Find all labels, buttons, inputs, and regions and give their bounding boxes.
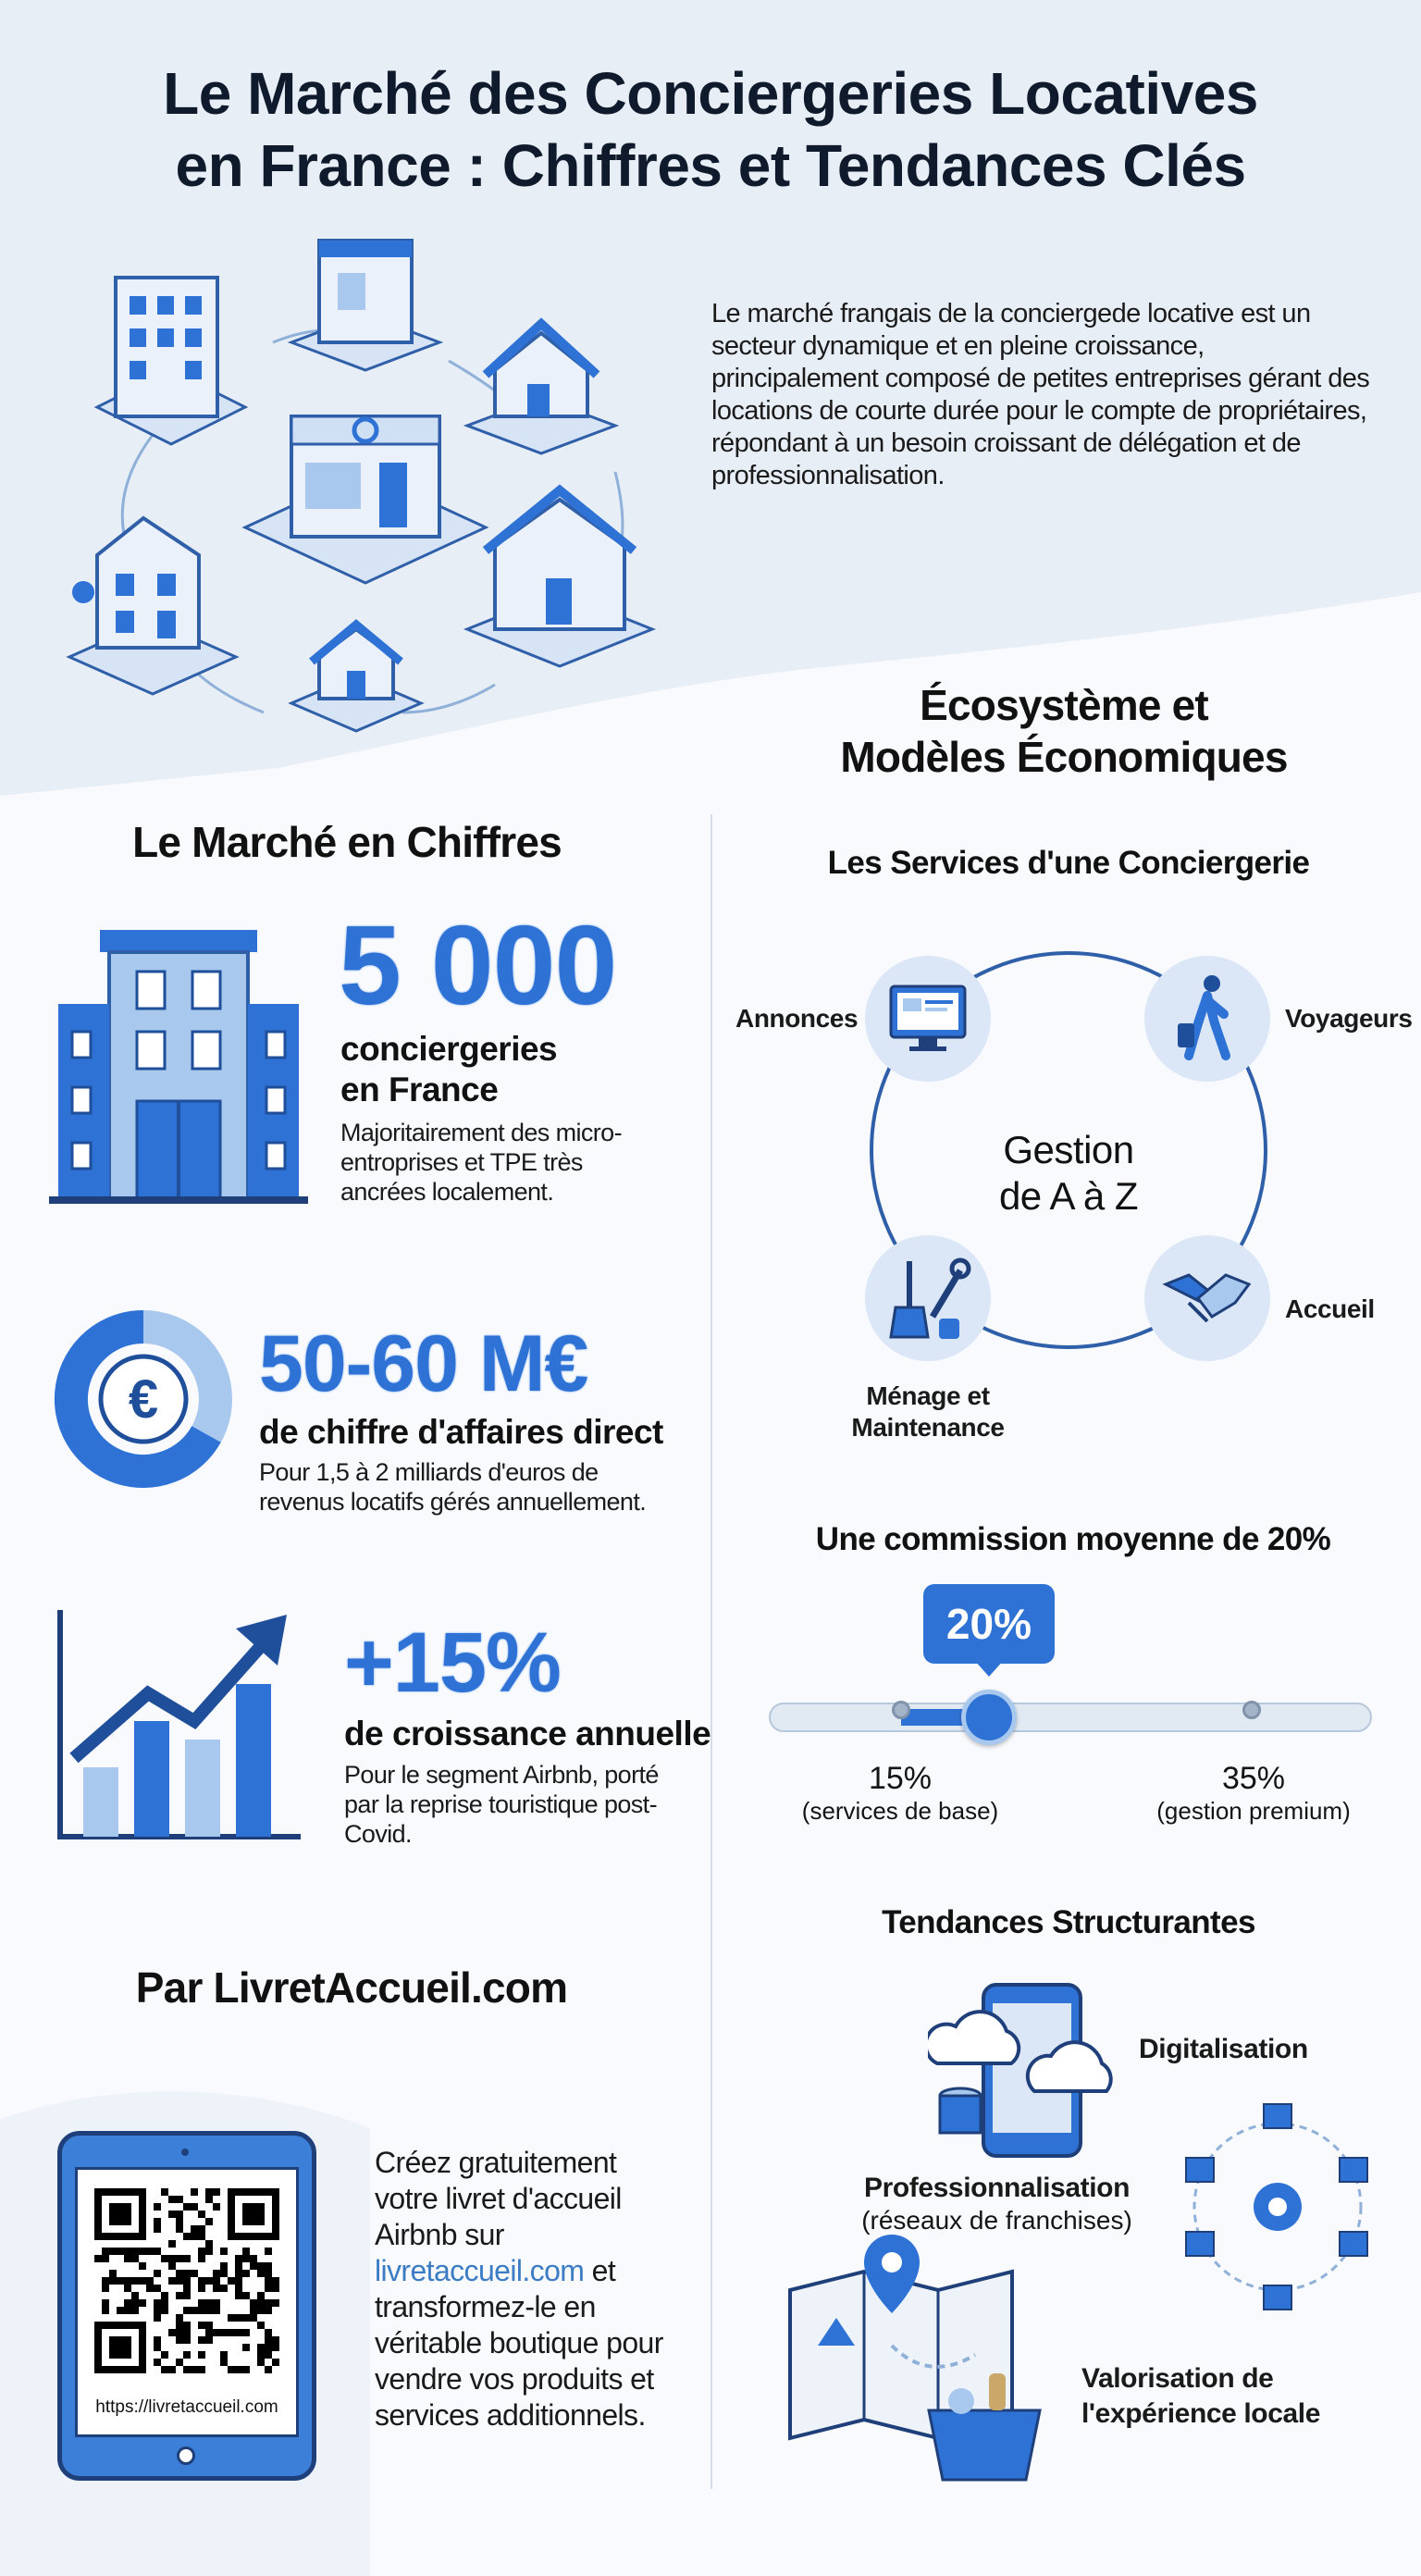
qr-module <box>220 2359 228 2366</box>
qr-module <box>257 2322 265 2329</box>
qr-module <box>242 2329 250 2336</box>
qr-module <box>205 2299 213 2307</box>
qr-module <box>250 2255 257 2262</box>
qr-module <box>198 2285 205 2292</box>
townhouse-iso-icon <box>69 518 236 694</box>
qr-module <box>198 2255 205 2262</box>
qr-module <box>205 2336 213 2344</box>
qr-module <box>250 2314 257 2322</box>
title-line-1: Le Marché des Conciergeries Locatives <box>163 60 1258 127</box>
stat-value-revenue: 50-60 M€ <box>259 1319 588 1408</box>
traveler-icon <box>1170 972 1244 1065</box>
qr-module <box>102 2285 109 2292</box>
qr-module <box>109 2270 117 2277</box>
qr-module <box>242 2248 250 2255</box>
qr-module <box>109 2336 131 2359</box>
ecosystem-heading-line: Écosystème et <box>920 681 1208 729</box>
cleaning-tools-icon <box>882 1252 974 1344</box>
small-house-iso-icon <box>291 625 421 731</box>
service-annonces <box>865 956 991 1082</box>
qr-module <box>176 2225 183 2233</box>
stat-value-conciergeries: 5 000 <box>339 902 617 1028</box>
slider-track <box>769 1703 1372 1732</box>
villa-iso-icon <box>467 490 652 666</box>
qr-module <box>213 2299 220 2307</box>
qr-module <box>131 2292 139 2299</box>
qr-module <box>154 2314 161 2322</box>
qr-module <box>257 2262 265 2270</box>
qr-module <box>242 2255 250 2262</box>
qr-module <box>242 2344 250 2351</box>
qr-module <box>154 2336 161 2344</box>
qr-module <box>109 2203 131 2225</box>
qr-module <box>265 2366 272 2373</box>
qr-module <box>146 2285 154 2292</box>
local-map-icon <box>781 2235 1069 2484</box>
qr-module <box>235 2285 242 2292</box>
max-value: 35% <box>1221 1761 1286 1796</box>
qr-module <box>102 2307 109 2314</box>
service-label-annonces: Annonces <box>735 1004 859 1033</box>
services-heading: Les Services d'une Conciergerie <box>827 845 1310 881</box>
qr-module <box>102 2299 109 2307</box>
promo-heading: Par LivretAccueil.com <box>135 1963 568 2012</box>
qr-module <box>161 2255 168 2262</box>
qr-module <box>235 2255 242 2262</box>
qr-module <box>154 2285 161 2292</box>
qr-module <box>235 2277 242 2285</box>
qr-module <box>102 2248 109 2255</box>
qr-module <box>176 2322 183 2329</box>
qr-module <box>191 2366 198 2373</box>
euro-donut-icon <box>49 1305 239 1494</box>
qr-module <box>139 2299 146 2307</box>
center-line: de A à Z <box>998 1174 1139 1218</box>
service-label-menage <box>789 1381 1067 1443</box>
qr-module <box>139 2248 146 2255</box>
qr-module <box>168 2366 176 2373</box>
trend-label-line: Professionnalisation <box>863 2173 1131 2203</box>
trend-label-digitalisation: Digitalisation <box>1139 2034 1308 2064</box>
qr-module <box>220 2262 228 2270</box>
tablet-screen <box>75 2167 299 2437</box>
qr-module <box>257 2351 265 2359</box>
commission-heading: Une commission moyenne de 20% <box>815 1521 1331 1557</box>
qr-module <box>265 2270 272 2277</box>
qr-module <box>109 2248 117 2255</box>
qr-module <box>242 2292 250 2299</box>
service-menage <box>865 1235 991 1361</box>
qr-module <box>124 2248 131 2255</box>
qr-module <box>94 2255 102 2262</box>
stat-label-conciergeries <box>340 1029 557 1110</box>
qr-module <box>198 2211 205 2218</box>
qr-module <box>198 2277 205 2285</box>
qr-module <box>198 2248 205 2255</box>
qr-module <box>265 2336 272 2344</box>
qr-module <box>265 2299 272 2307</box>
qr-module <box>154 2203 161 2211</box>
qr-module <box>257 2359 265 2366</box>
qr-module <box>205 2329 213 2336</box>
qr-module <box>235 2314 242 2322</box>
qr-module <box>250 2262 257 2270</box>
qr-module <box>146 2248 154 2255</box>
qr-module <box>228 2277 235 2285</box>
center-line: Gestion <box>1003 1128 1134 1171</box>
qr-module <box>235 2292 242 2299</box>
qr-module <box>102 2277 109 2285</box>
concierge-network-illustration <box>60 231 661 759</box>
shop-iso-icon <box>291 241 439 370</box>
qr-module <box>183 2270 191 2277</box>
qr-module <box>205 2277 213 2285</box>
qr-module <box>198 2225 205 2233</box>
qr-module <box>265 2351 272 2359</box>
qr-module <box>191 2225 198 2233</box>
page-title <box>0 57 1421 202</box>
house-iso-icon <box>467 324 615 453</box>
qr-module <box>183 2255 191 2262</box>
trend-label-line: l'expérience locale <box>1081 2398 1321 2429</box>
qr-module <box>213 2203 220 2211</box>
qr-module <box>183 2285 191 2292</box>
qr-module <box>242 2366 250 2373</box>
stat-label-growth: de croissance annuelle <box>344 1715 711 1752</box>
qr-module <box>272 2285 279 2292</box>
qr-module <box>117 2248 124 2255</box>
service-label-line: Maintenance <box>851 1413 1005 1442</box>
service-voyageurs <box>1144 956 1270 1082</box>
qr-module <box>191 2233 198 2240</box>
qr-module <box>168 2277 176 2285</box>
qr-module <box>265 2277 272 2285</box>
qr-module <box>176 2277 183 2285</box>
qr-module <box>146 2277 154 2285</box>
svg-text:€: € <box>128 1369 159 1430</box>
qr-module <box>154 2344 161 2351</box>
qr-module <box>191 2270 198 2277</box>
qr-module <box>272 2277 279 2285</box>
qr-module <box>183 2307 191 2314</box>
qr-module <box>161 2307 168 2314</box>
qr-module <box>131 2277 139 2285</box>
qr-module <box>176 2196 183 2203</box>
qr-module <box>161 2351 168 2359</box>
qr-module <box>139 2277 146 2285</box>
qr-module <box>131 2248 139 2255</box>
min-value: 15% <box>868 1761 933 1796</box>
commission-min <box>789 1760 1011 1825</box>
qr-module <box>154 2270 161 2277</box>
phone-cloud-icon <box>928 1980 1136 2161</box>
stat-desc-growth: Pour le segment Airbnb, porté par la reprise touristique post-Covid. <box>344 1761 659 1848</box>
qr-module <box>131 2255 139 2262</box>
ecosystem-heading <box>722 679 1406 783</box>
trends-heading: Tendances Structurantes <box>882 1904 1255 1940</box>
qr-module <box>198 2322 205 2329</box>
qr-module <box>154 2225 161 2233</box>
trend-label-line: Valorisation de <box>1081 2363 1274 2394</box>
qr-module <box>168 2196 176 2203</box>
qr-module <box>124 2299 131 2307</box>
qr-module <box>205 2307 213 2314</box>
qr-module <box>257 2299 265 2307</box>
qr-module <box>131 2307 139 2314</box>
qr-module <box>257 2292 265 2299</box>
services-center-label <box>883 1127 1254 1220</box>
qr-module <box>154 2248 161 2255</box>
qr-module <box>250 2299 257 2307</box>
qr-module <box>235 2270 242 2277</box>
qr-module <box>176 2211 183 2218</box>
qr-module <box>176 2314 183 2322</box>
growth-chart-icon <box>56 1610 305 1841</box>
commission-bubble: 20% <box>923 1584 1055 1664</box>
qr-module <box>220 2270 228 2277</box>
trend-label-valorisation <box>1081 2361 1320 2432</box>
qr-module <box>154 2299 161 2307</box>
qr-module <box>198 2299 205 2307</box>
service-label-accueil: Accueil <box>1285 1294 1375 1323</box>
qr-module <box>213 2188 220 2196</box>
qr-module <box>257 2344 265 2351</box>
qr-module <box>183 2277 191 2285</box>
qr-module <box>220 2285 228 2292</box>
qr-module <box>213 2270 220 2277</box>
service-label-voyageurs: Voyageurs <box>1285 1004 1413 1033</box>
franchise-network-icon <box>1173 2093 1382 2321</box>
qr-module <box>183 2233 191 2240</box>
qr-module <box>117 2277 124 2285</box>
qr-module <box>198 2351 205 2359</box>
qr-module <box>183 2366 191 2373</box>
promo-link[interactable]: livretaccueil.com <box>375 2254 585 2287</box>
max-desc: (gestion premium) <box>1156 1797 1351 1825</box>
qr-module <box>183 2329 191 2336</box>
qr-module <box>176 2270 183 2277</box>
commission-slider <box>769 1600 1372 1732</box>
qr-module <box>272 2336 279 2344</box>
concierge-hub-icon <box>245 416 486 583</box>
stat-desc-conciergeries: Majoritairement des micro-entroprises et TPE très ancrées localement. <box>340 1119 622 1206</box>
qr-module <box>176 2329 183 2336</box>
slider-tick-max <box>1242 1701 1261 1719</box>
qr-module <box>124 2277 131 2285</box>
qr-module <box>161 2292 168 2299</box>
qr-module <box>168 2211 176 2218</box>
promo-text-after: et transformez-le en véritable boutique pour vendre vos produits et services additionnels. <box>375 2254 663 2432</box>
min-desc: (services de base) <box>801 1797 999 1825</box>
qr-module <box>235 2366 242 2373</box>
qr-module <box>191 2188 198 2196</box>
trend-label-line: (réseaux de franchises) <box>861 2206 1132 2235</box>
title-line-2: en France : Chiffres et Tendances Clés <box>175 132 1246 199</box>
bubble-tail <box>974 1660 1004 1677</box>
stat-desc-revenue: Pour 1,5 à 2 milliards d'euros de revenus locatifs gérés annuellement. <box>259 1458 647 1516</box>
qr-module <box>198 2233 205 2240</box>
stat-label-revenue: de chiffre d'affaires direct <box>259 1413 663 1451</box>
qr-module <box>191 2203 198 2211</box>
qr-module <box>242 2203 265 2225</box>
qr-module <box>102 2255 109 2262</box>
qr-module <box>176 2218 183 2225</box>
qr-module <box>205 2188 213 2196</box>
qr-module <box>131 2299 139 2307</box>
qr-module <box>242 2270 250 2277</box>
trend-label-professionnalisation <box>833 2173 1161 2237</box>
qr-module <box>198 2307 205 2314</box>
qr-module <box>198 2366 205 2373</box>
qr-module <box>242 2314 250 2322</box>
qr-module <box>176 2359 183 2366</box>
promo-text <box>375 2145 680 2434</box>
qr-module <box>176 2336 183 2344</box>
qr-module <box>154 2307 161 2314</box>
qr-module <box>183 2292 191 2299</box>
qr-module <box>228 2329 235 2336</box>
qr-module <box>205 2248 213 2255</box>
qr-module <box>176 2292 183 2299</box>
qr-module <box>205 2218 213 2225</box>
qr-module <box>176 2255 183 2262</box>
service-accueil <box>1144 1235 1270 1361</box>
qr-module <box>265 2344 272 2351</box>
tablet-camera <box>181 2149 189 2156</box>
ecosystem-heading-line: Modèles Économiques <box>840 733 1288 781</box>
qr-module <box>213 2277 220 2285</box>
qr-module <box>205 2196 213 2203</box>
qr-module <box>161 2366 168 2373</box>
qr-module <box>272 2359 279 2366</box>
qr-module <box>272 2344 279 2351</box>
qr-module <box>265 2285 272 2292</box>
qr-module <box>257 2270 265 2277</box>
qr-module <box>198 2336 205 2344</box>
handshake-icon <box>1161 1266 1254 1331</box>
tablet-frame <box>57 2131 316 2481</box>
qr-module <box>168 2329 176 2336</box>
qr-module <box>265 2248 272 2255</box>
qr-module <box>213 2307 220 2314</box>
qr-module <box>124 2307 131 2314</box>
qr-module <box>265 2262 272 2270</box>
qr-module <box>168 2240 176 2248</box>
slider-thumb <box>961 1690 1017 1745</box>
commission-max <box>1143 1760 1365 1825</box>
market-heading: Le Marché en Chiffres <box>132 818 562 866</box>
qr-module <box>154 2218 161 2225</box>
stat-label-line: en France <box>340 1071 499 1108</box>
qr-module <box>183 2336 191 2344</box>
qr-module <box>168 2262 176 2270</box>
qr-module <box>161 2299 168 2307</box>
qr-code[interactable] <box>94 2188 279 2373</box>
qr-url[interactable]: https://livretaccueil.com <box>95 2397 278 2417</box>
qr-module <box>139 2262 146 2270</box>
qr-module <box>168 2255 176 2262</box>
qr-module <box>205 2240 213 2248</box>
building-icon <box>49 921 308 1208</box>
qr-module <box>228 2366 235 2373</box>
qr-module <box>228 2314 235 2322</box>
qr-module <box>183 2203 191 2211</box>
qr-module <box>265 2329 272 2336</box>
intro-paragraph: Le marché frangais de la conciergede locative est un secteur dynamique et en pleine croissance, principalement composé de petites entreprises gérant des locations de courte durée pour le compte de propriétaires, répondant à un besoin croissant de délégation et de professionnalisation. <box>711 299 1370 490</box>
building-iso-icon <box>97 278 245 444</box>
qr-module <box>272 2299 279 2307</box>
qr-module <box>220 2351 228 2359</box>
qr-module <box>109 2277 117 2285</box>
qr-module <box>220 2248 228 2255</box>
service-label-line: Ménage et <box>866 1381 990 1410</box>
qr-module <box>220 2329 228 2336</box>
column-divider <box>710 814 712 2489</box>
qr-module <box>265 2307 272 2314</box>
qr-module <box>183 2351 191 2359</box>
stat-label-line: conciergeries <box>340 1030 558 1068</box>
qr-module <box>213 2285 220 2292</box>
qr-module <box>205 2322 213 2329</box>
tablet-home-button <box>177 2446 195 2465</box>
qr-module <box>250 2307 257 2314</box>
qr-module <box>124 2255 131 2262</box>
qr-module <box>124 2285 131 2292</box>
computer-listing-icon <box>886 982 970 1056</box>
qr-module <box>161 2188 168 2196</box>
qr-module <box>191 2307 198 2314</box>
stat-value-growth: +15% <box>344 1616 561 1710</box>
promo-text-before: Créez gratuitement votre livret d'accueil Airbnb sur <box>375 2146 622 2251</box>
qr-module <box>154 2359 161 2366</box>
qr-module <box>117 2307 124 2314</box>
qr-module <box>183 2322 191 2329</box>
qr-module <box>235 2329 242 2336</box>
qr-module <box>213 2329 220 2336</box>
qr-module <box>235 2262 242 2270</box>
qr-module <box>257 2307 265 2314</box>
